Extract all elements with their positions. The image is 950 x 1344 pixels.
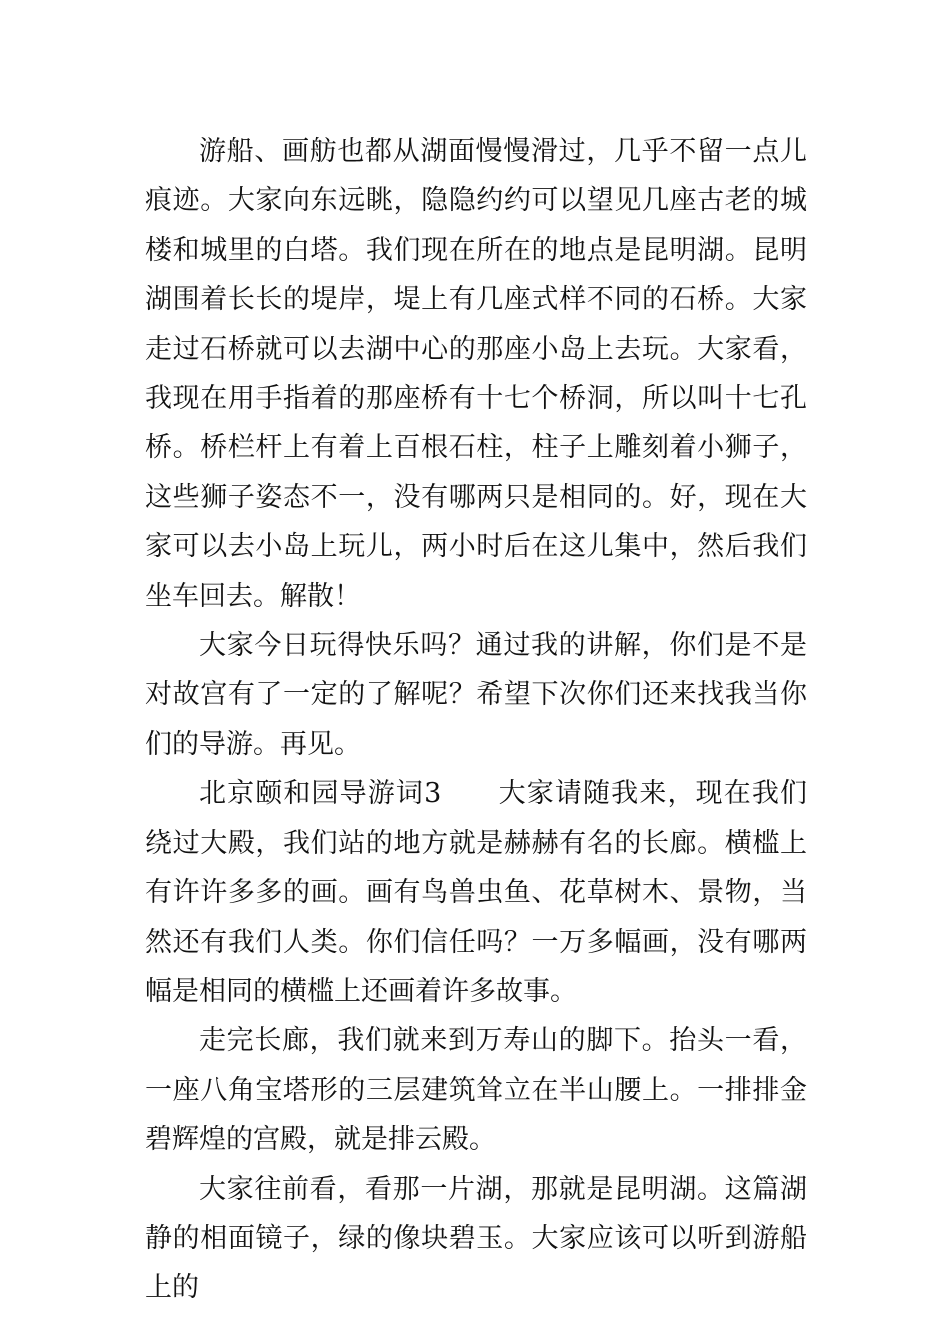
- paragraph-1: 游船、画舫也都从湖面慢慢滑过，几乎不留一点儿痕迹。大家向东远眺，隐隐约约可以望见几座古老的城楼和城里的白塔。我们现在所在的地点是昆明湖。昆明湖围着长长的堤岸，堤上有几座式样不同的石桥。大家走过石桥就可以去湖中心的那座小岛上去玩。大家看，我现在用手指着的那座桥有十七个桥洞，所以叫十七孔桥。桥栏杆上有着上百根石柱，柱子上雕刻着小狮子，这些狮子姿态不一，没有哪两只是相同的。好，现在大家可以去小岛上玩儿，两小时后在这儿集中，然后我们坐车回去。解散！: [145, 136, 807, 612]
- body-text: [145, 127, 807, 1313]
- paragraph-5: 大家往前看，看那一片湖，那就是昆明湖。这篇湖静的相面镜子，绿的像块碧玉。大家应该可以听到游船上的: [145, 1173, 807, 1304]
- paragraph-2: 大家今日玩得快乐吗？通过我的讲解，你们是不是对故宫有了一定的了解呢？希望下次你们还来找我当你们的导游。再见。: [145, 630, 807, 760]
- paragraph-4: 走完长廊，我们就来到万寿山的脚下。抬头一看，一座八角宝塔形的三层建筑耸立在半山腰上。一排排金碧辉煌的宫殿，就是排云殿。: [145, 1025, 807, 1156]
- paragraph-3: 北京颐和园导游词3 大家请随我来，现在我们绕过大殿，我们站的地方就是赫赫有名的长廊。横槛上有许许多多的画。画有鸟兽虫鱼、花草树木、景物，当然还有我们人类。你们信任吗？一万多幅画，没有哪两幅是相同的横槛上还画着许多故事。: [145, 778, 807, 1007]
